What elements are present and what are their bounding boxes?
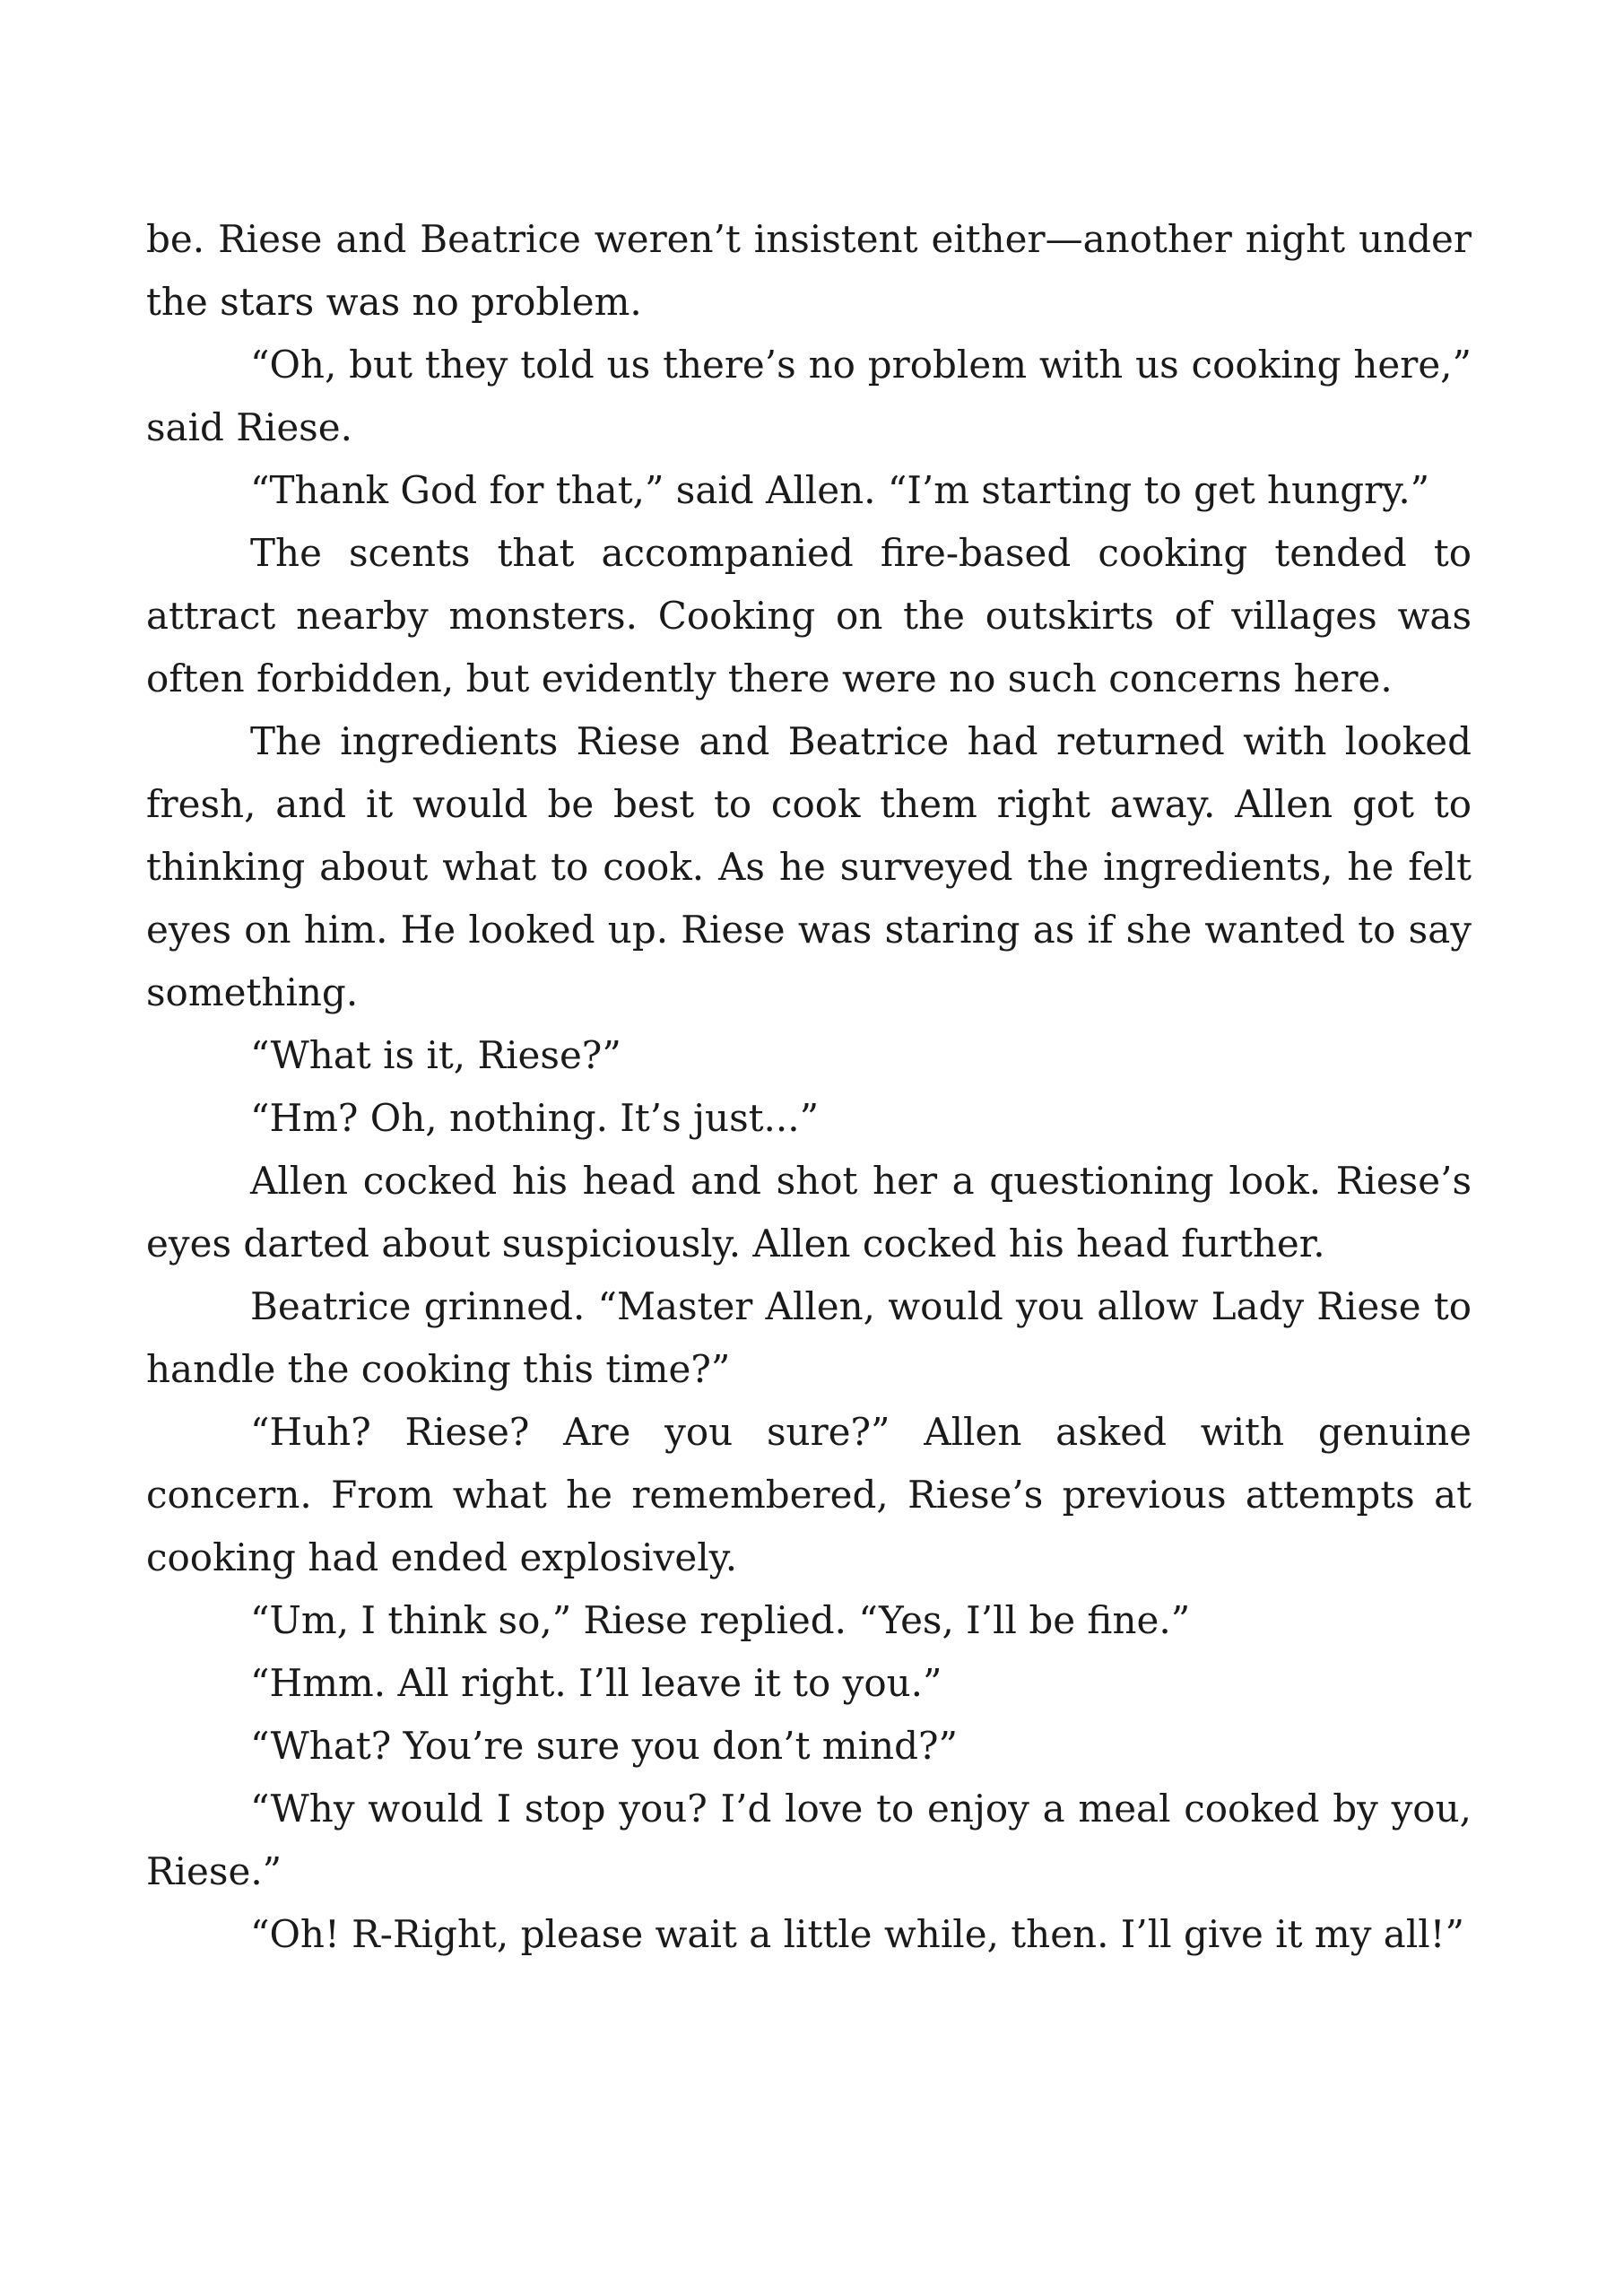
paragraph: “Huh? Riese? Are you sure?” Allen asked with genuine concern. From what he remembered, Riese’s previous attempts at cooking had ended explosively.	[146, 1410, 1472, 1579]
paragraph: “What? You’re sure you don’t mind?”	[250, 1724, 958, 1768]
paragraph: “Um, I think so,” Riese replied. “Yes, I’ll be fine.”	[250, 1598, 1191, 1642]
paragraph: “Oh! R-Right, please wait a little while, then. I’ll give it my all!”	[250, 1912, 1465, 1956]
paragraph: “Hmm. All right. I’ll leave it to you.”	[250, 1661, 942, 1705]
paragraph: be. Riese and Beatrice weren’t insistent either—another night under the stars was no problem.	[146, 217, 1472, 324]
paragraph: Allen cocked his head and shot her a questioning look. Riese’s eyes darted about suspiciously. Allen cocked his head further.	[146, 1159, 1472, 1265]
paragraph: “Why would I stop you? I’d love to enjoy a meal cooked by you, Riese.”	[146, 1787, 1472, 1893]
paragraph: The scents that accompanied fire-based cooking tended to attract nearby monsters. Cooking on the outskirts of villages was often forbidden, but evidently there were no such concerns here.	[146, 531, 1472, 700]
paragraph: “What is it, Riese?”	[250, 1033, 621, 1077]
paragraph: “Thank God for that,” said Allen. “I’m starting to get hungry.”	[250, 468, 1430, 512]
paragraph: The ingredients Riese and Beatrice had returned with looked fresh, and it would be best to cook them right away. Allen got to thinking about what to cook. As he surveyed the ingredients, he felt eyes on him. He looked up. Riese was staring as if she wanted to say something.	[146, 719, 1472, 1014]
paragraph: “Oh, but they told us there’s no problem with us cooking here,” said Riese.	[146, 343, 1472, 449]
paragraph: Beatrice grinned. “Master Allen, would you allow Lady Riese to handle the cooking this time?”	[146, 1284, 1472, 1391]
paragraph: “Hm? Oh, nothing. It’s just...”	[250, 1096, 820, 1140]
page-body	[146, 208, 1472, 1966]
